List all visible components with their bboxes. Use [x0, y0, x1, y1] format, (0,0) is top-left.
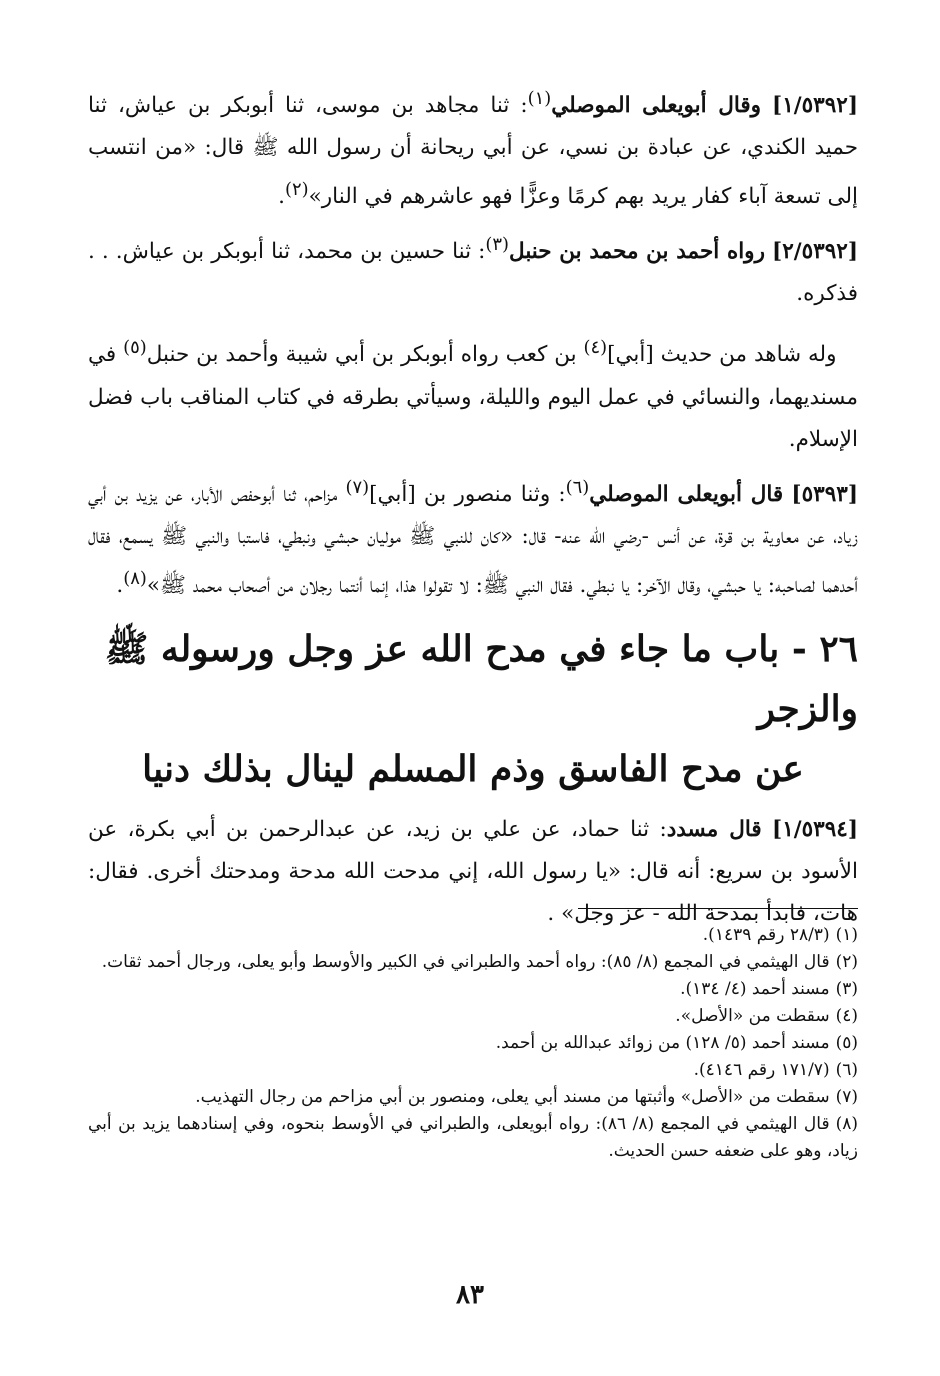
hadith-5393: [88, 467, 858, 607]
footnote-item: [88, 949, 858, 976]
footnote-item: [88, 1030, 858, 1057]
footnote-text: مسند أحمد (٤/ ١٣٤).: [680, 979, 830, 999]
footnote-ref: (٥): [123, 337, 147, 359]
footnote-text: (٢٨/٣ رقم ١٤٣٩).: [702, 925, 830, 945]
hadith-attribution: قال مسدد: [666, 816, 762, 842]
hadith-5392-1: [88, 78, 858, 218]
footnote-text: سقطت من «الأصل» وأثبتها من مسند أبي يعلى، ومنصور بن أبي مزاحم من رجال التهذيب.: [195, 1087, 830, 1107]
footnote-text: قال الهيثمي في المجمع (٨/ ٨٥): رواه أحمد والطبراني في الكبير والأوسط وأبو يعلى، ورجال أحمد ثقات.: [101, 952, 830, 972]
paragraph-text: وله شاهد من حديث [أبي]: [607, 342, 837, 368]
page-number: ٨٣: [456, 1280, 484, 1310]
hadith-text: : ثنا حماد، عن علي بن زيد، عن عبدالرحمن بن أبي بكرة، عن الأسود بن سريع: أنه قال: «يا رسول الله، إني مدحت الله مدحة ومدحتك أخرى. فقال: هات، فابدأ بمدحة الله - عز وجل» .: [88, 816, 858, 926]
hadith-number: [١/٥٣٩٤]: [772, 816, 858, 842]
chapter-title-line1: ٢٦ - باب ما جاء في مدح الله عز وجل ورسوله ﷺ والزجر: [104, 627, 858, 730]
footnote-ref: (١): [527, 88, 552, 109]
hadith-attribution: وقال أبويعلى الموصلي: [551, 93, 762, 119]
footnote-ref: (٢): [285, 179, 309, 201]
footnote-item: [88, 1111, 858, 1165]
chapter-heading: [88, 619, 858, 799]
hadith-text: مزاحم، ثنا أبوحفص الأبار، عن يزيد بن أبي زياد، عن معاوية بن قرة، عن أنس -رضي الله عنه- قال: «كان للنبي ﷺ موليان حبشي ونبطي، فاستبا والنبي ﷺ يسمع، فقال أحدهما لصاحبه: يا حبشي، وقال الآخر: يا نبطي. فقال النبي ﷺ: لا تقولوا هذا، إنما أنتما رجلان من أصحاب محمد ﷺ»: [88, 481, 858, 598]
footnote-ref: (٦): [565, 476, 590, 498]
footnote-number: (٨): [835, 1114, 858, 1134]
paragraph-text: بن كعب رواه أبوبكر بن أبي شيبة وأحمد بن حنبل: [146, 342, 584, 368]
punctuation: .: [278, 184, 285, 210]
footnote-number: (٦): [835, 1060, 858, 1080]
page-body: [88, 78, 858, 1376]
footnote-text: مسند أحمد (٥/ ١٢٨) من زوائد عبدالله بن أحمد.: [495, 1033, 830, 1053]
footnote-number: (٢): [835, 952, 858, 972]
footnote-number: (٥): [835, 1033, 858, 1053]
hadith-text: : ثنا حسين بن محمد، ثنا أبوبكر بن عياش. . . فذكره.: [88, 239, 858, 307]
footnote-text: قال الهيثمي في المجمع (٨/ ٨٦): رواه أبويعلى، والطبراني في الأوسط بنحوه، وفي إسنادهما يزيد بن أبي زياد، وهو على ضعفه حسن الحديث.: [88, 1114, 858, 1161]
chapter-title-line2: عن مدح الفاسق وذم المسلم لينال بذلك دنيا: [142, 747, 804, 790]
footnote-ref: (٣): [485, 234, 510, 256]
hadith-number: [٥٣٩٣]: [791, 481, 858, 507]
footnote-item: [88, 1084, 858, 1111]
hadith-number: [١/٥٣٩٢]: [772, 93, 858, 119]
footnotes: [88, 922, 858, 1165]
footnote-item: [88, 1003, 858, 1030]
footnote-divider: [578, 908, 858, 909]
punctuation: .: [116, 572, 124, 598]
footnote-number: (٤): [835, 1006, 858, 1026]
footnote-item: [88, 922, 858, 949]
witness-paragraph: [88, 327, 858, 460]
footnote-item: [88, 976, 858, 1003]
footnote-number: (٣): [835, 979, 858, 999]
footnote-number: (٧): [835, 1087, 858, 1107]
footnote-ref: (٧): [345, 476, 370, 498]
footnote-ref: (٤): [583, 337, 608, 359]
hadith-number: [٢/٥٣٩٢]: [772, 239, 858, 265]
paragraph-text: في مسنديهما، والنسائي في عمل اليوم والليلة، وسيأتي بطرقه في كتاب المناقب باب فضل الإسلام.: [88, 342, 858, 452]
hadith-attribution: رواه أحمد بن محمد بن حنبل: [509, 239, 765, 265]
hadith-text: : وثنا منصور بن [أبي]: [369, 481, 566, 507]
footnote-number: (١): [835, 925, 858, 945]
hadith-5394-1: [88, 809, 858, 935]
hadith-attribution: قال أبويعلى الموصلي: [589, 481, 784, 507]
footnote-text: سقطت من «الأصل».: [675, 1006, 830, 1026]
footnote-text: (١٧١/٧ رقم ٤١٤٦).: [693, 1060, 830, 1080]
footnote-item: [88, 1057, 858, 1084]
hadith-text: : ثنا مجاهد بن موسى، ثنا أبوبكر بن عياش، ثنا حميد الكندي، عن عبادة بن نسي، عن أبي ريحانة أن رسول الله ﷺ قال: «من انتسب إلى تسعة آباء كفار يريد بهم كرمًا وعزًّا فهو عاشرهم في النار»: [88, 93, 858, 210]
hadith-5392-2: [88, 224, 858, 315]
footnote-ref: (٨): [123, 567, 147, 589]
